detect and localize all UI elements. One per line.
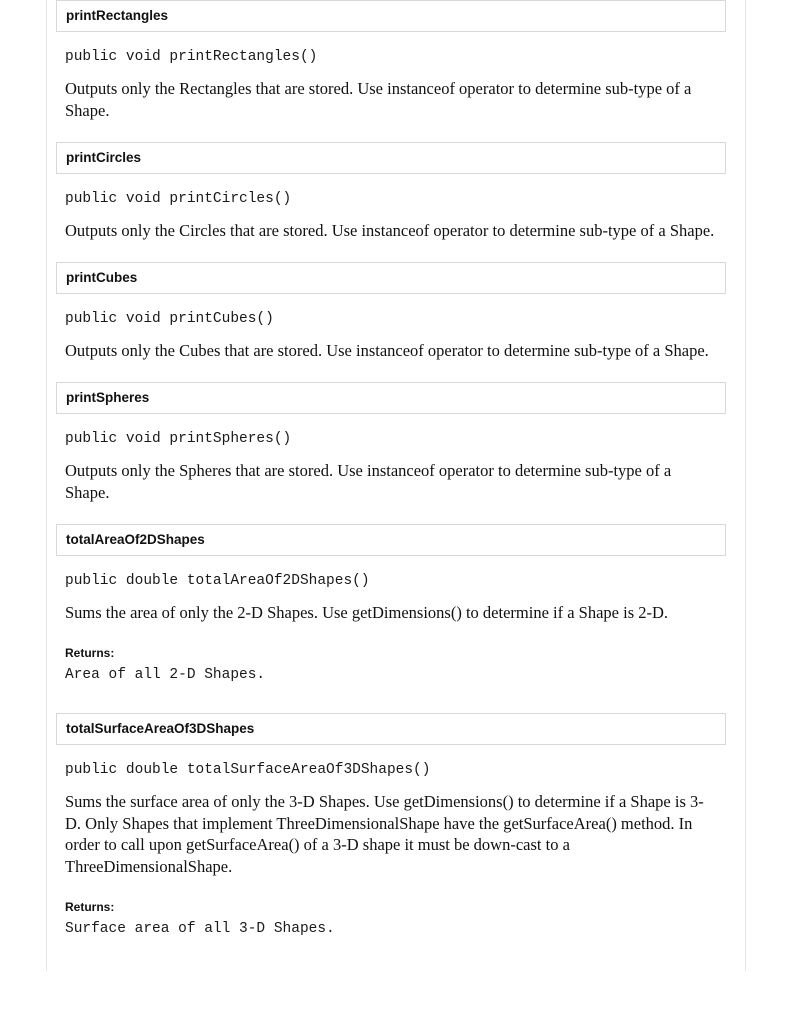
method-description: Sums the surface area of only the 3-D Shapes. Use getDimensions() to determine if a Shape is 3-D. Only Shapes that implement ThreeDimensionalShape have the getSurfaceArea() method. In order to call upon getSurfaceArea() of a 3-D shape it must be down-cast to a ThreeDimensionalShape.	[65, 791, 704, 877]
method-section-print-spheres	[56, 382, 726, 504]
method-signature: public double totalSurfaceAreaOf3DShapes()	[65, 761, 431, 778]
method-name-heading: printSpheres	[56, 382, 726, 414]
method-signature: public void printRectangles()	[65, 49, 318, 65]
returns-value: Surface area of all 3-D Shapes.	[65, 921, 335, 938]
method-body	[56, 191, 726, 242]
method-description: Outputs only the Circles that are stored. Use instanceof operator to determine sub-type of a Shape.	[65, 220, 715, 240]
returns-label: Returns:	[65, 900, 115, 915]
method-detail-list	[56, 0, 726, 967]
returns-label: Returns:	[65, 645, 115, 660]
method-body	[56, 431, 726, 504]
method-body	[56, 311, 726, 362]
method-body	[56, 49, 726, 122]
method-name-heading: printRectangles	[56, 0, 726, 32]
method-description: Sums the area of only the 2-D Shapes. Use getDimensions() to determine if a Shape is 2-D.	[65, 602, 669, 622]
method-signature: public void printSpheres()	[65, 430, 292, 447]
method-name-heading: printCubes	[56, 262, 726, 294]
method-signature: public void printCircles()	[65, 190, 292, 207]
method-name-heading: printCircles	[56, 142, 726, 174]
method-body	[56, 762, 726, 938]
method-section-total-surface-area-3d	[56, 713, 726, 938]
method-signature: public double totalAreaOf2DShapes()	[65, 572, 370, 589]
method-body	[56, 573, 726, 683]
method-name-heading: totalAreaOf2DShapes	[56, 524, 726, 556]
method-description: Outputs only the Spheres that are stored. Use instanceof operator to determine sub-type of a Shape.	[65, 460, 672, 502]
method-description: Outputs only the Cubes that are stored. Use instanceof operator to determine sub-type of a Shape.	[65, 340, 709, 360]
method-name-heading: totalSurfaceAreaOf3DShapes	[56, 713, 726, 745]
method-description: Outputs only the Rectangles that are stored. Use instanceof operator to determine sub-type of a Shape.	[65, 79, 692, 120]
method-signature: public void printCubes()	[65, 310, 274, 327]
method-section-print-circles	[56, 142, 726, 242]
method-section-print-rectangles	[56, 0, 726, 122]
method-section-print-cubes	[56, 262, 726, 362]
returns-value: Area of all 2-D Shapes.	[65, 666, 266, 683]
method-section-total-area-2d	[56, 524, 726, 683]
